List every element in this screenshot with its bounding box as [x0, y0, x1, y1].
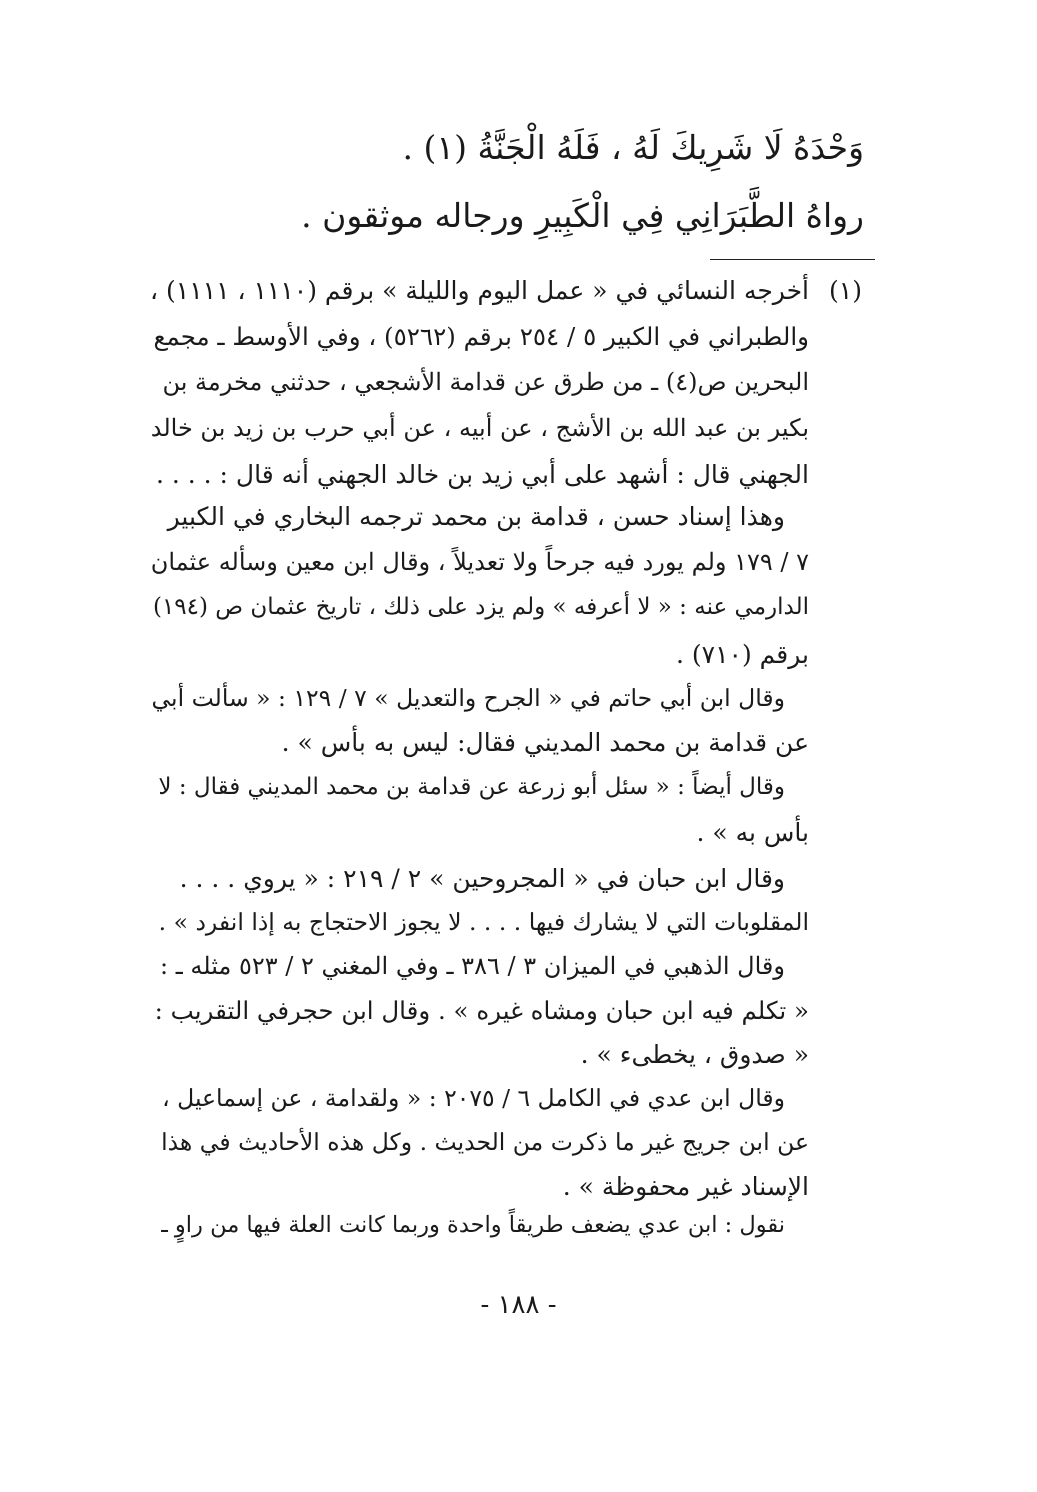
footnote-line: ٧ / ١٧٩ ولم يورد فيه جرحاً ولا تعديلاً ، وقال ابن معين وسأله عثمان [150, 548, 809, 576]
footnote-line: بأس به » . [696, 818, 809, 847]
footnote-line: وقال الذهبي في الميزان ٣ / ٣٨٦ ـ وفي المغني ٢ / ٥٢٣ مثله ـ : [160, 952, 785, 980]
footnote-line: « تكلم فيه ابن حبان ومشاه غيره » . وقال ابن حجرفي التقريب : [154, 996, 809, 1025]
footnote-line: بكير بن عبد الله بن الأشج ، عن أبيه ، عن أبي حرب بن زيد بن خالد [150, 414, 809, 442]
footnote-line: وقال ابن حبان في « المجروحين » ٢ / ٢١٩ : « يروي . . . . [179, 864, 785, 893]
footnote-line: وقال ابن عدي في الكامل ٦ / ٢٠٧٥ : « ولقدامة ، عن إسماعيل ، [162, 1084, 785, 1112]
footnote-line: الإسناد غير محفوظة » . [562, 1172, 809, 1201]
footnote-line: الدارمي عنه : « لا أعرفه » ولم يزد على ذلك ، تاريخ عثمان ص (١٩٤) [152, 594, 809, 620]
footnote-line: برقم (٧١٠) . [676, 640, 809, 669]
footnote-line: وهذا إسناد حسن ، قدامة بن محمد ترجمه البخاري في الكبير [167, 502, 785, 531]
footnote-marker: (١) [829, 276, 862, 305]
footnote-line: الجهني قال : أشهد على أبي زيد بن خالد الجهني أنه قال : . . . . [155, 460, 809, 489]
footnote-line: المقلوبات التي لا يشارك فيها . . . . لا يجوز الاحتجاج به إذا انفرد » . [158, 908, 809, 936]
footnote-line: عن ابن جريج غير ما ذكرت من الحديث . وكل هذه الأحاديث في هذا [161, 1128, 809, 1156]
footnote-line: والطبراني في الكبير ٥ / ٢٥٤ برقم (٥٢٦٢) ، وفي الأوسط ـ مجمع [153, 322, 809, 351]
footnote-line: أخرجه النسائي في « عمل اليوم والليلة » برقم (١١١٠ ، ١١١١) ، [150, 276, 809, 305]
footnote-line: وقال ابن أبي حاتم في « الجرح والتعديل » ٧ / ١٢٩ : « سألت أبي [151, 684, 785, 712]
footnote-divider [710, 259, 875, 260]
main-text-line-1: وَحْدَهُ لَا شَرِيكَ لَهُ ، فَلَهُ الْجَنَّةُ (١) . [402, 128, 864, 167]
footnote-line: وقال أيضاً : « سئل أبو زرعة عن قدامة بن محمد المديني فقال : لا [158, 774, 785, 800]
page-number: - ١٨٨ - [480, 1290, 557, 1320]
footnote-line: عن قدامة بن محمد المديني فقال: ليس به بأس » . [281, 728, 809, 757]
main-text-line-2: رواهُ الطَّبَرَانِي فِي الْكَبِيرِ ورجاله موثقون . [301, 196, 864, 235]
footnote-line: البحرين ص(٤) ـ من طرق عن قدامة الأشجعي ، حدثني مخرمة بن [162, 368, 809, 396]
footnote-line: « صدوق ، يخطىء » . [580, 1040, 809, 1069]
footnote-line: نقول : ابن عدي يضعف طريقاً واحدة وربما كانت العلة فيها من راوٍ ـ [161, 1212, 785, 1238]
